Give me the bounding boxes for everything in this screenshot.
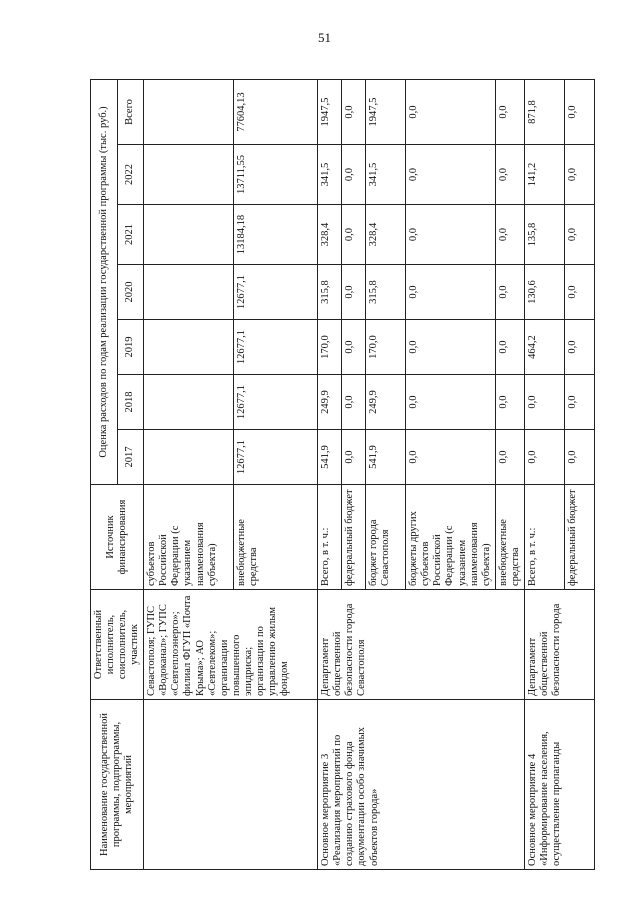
header-year: 2019 (117, 320, 144, 375)
value-cell: 249,9 (366, 375, 406, 430)
header-year: 2017 (117, 430, 144, 485)
value-cell: 0,0 (564, 145, 594, 205)
value-cell: 0,0 (564, 265, 594, 320)
value-cell: 0,0 (564, 320, 594, 375)
value-cell: 0,0 (406, 79, 495, 144)
funding-source: субъектов Российской Федерации (с указанием наименования субъекта) (144, 485, 234, 590)
rotated-table-container (90, 80, 630, 870)
value-cell: 0,0 (564, 375, 594, 430)
value-cell: 328,4 (318, 205, 342, 265)
funding-source: федеральный бюджет (564, 485, 594, 590)
value-cell (144, 205, 234, 265)
table-row (524, 79, 564, 869)
value-cell: 0,0 (342, 79, 366, 144)
value-cell: 0,0 (342, 430, 366, 485)
value-cell (144, 145, 234, 205)
header-year: 2018 (117, 375, 144, 430)
value-cell: 0,0 (342, 205, 366, 265)
value-cell (144, 375, 234, 430)
value-cell: 1947,5 (366, 79, 406, 144)
value-cell: 141,2 (524, 145, 564, 205)
header-estimate: Оценка расходов по годам реализации государственной программы (тыс. руб.) (91, 79, 118, 484)
value-cell: 0,0 (495, 265, 524, 320)
value-cell: 0,0 (495, 79, 524, 144)
header-year: 2021 (117, 205, 144, 265)
value-cell: 871,8 (524, 79, 564, 144)
header-responsible: Ответственный исполнитель, соисполнитель, участник (91, 590, 144, 700)
value-cell: 541,9 (366, 430, 406, 485)
funding-source: бюджет города Севастополя (366, 485, 406, 590)
value-cell: 0,0 (495, 145, 524, 205)
value-cell: 0,0 (524, 430, 564, 485)
measure-name: Основное мероприятие 4 «Информирование населения, осуществление пропаганды (524, 700, 594, 870)
funding-source: бюджеты других субъектов Российской Федерации (с указанием наименования субъекта) (406, 485, 495, 590)
value-cell: 1947,5 (318, 79, 342, 144)
value-cell: 0,0 (406, 145, 495, 205)
value-cell: 0,0 (406, 205, 495, 265)
table-row (144, 79, 234, 869)
value-cell: 315,8 (366, 265, 406, 320)
value-cell: 170,0 (366, 320, 406, 375)
value-cell: 0,0 (564, 205, 594, 265)
value-cell: 0,0 (524, 375, 564, 430)
value-cell: 0,0 (564, 430, 594, 485)
value-cell: 170,0 (318, 320, 342, 375)
value-cell: 341,5 (366, 145, 406, 205)
value-cell: 0,0 (406, 430, 495, 485)
value-cell: 130,6 (524, 265, 564, 320)
value-cell: 0,0 (342, 145, 366, 205)
value-cell (144, 320, 234, 375)
value-cell: 0,0 (342, 265, 366, 320)
header-name: Наименование государственной программы, подпрограммы, мероприятий (91, 700, 144, 870)
value-cell: 12677,1 (234, 265, 318, 320)
value-cell: 12677,1 (234, 375, 318, 430)
value-cell: 341,5 (318, 145, 342, 205)
header-source: Источник финансирования (91, 485, 144, 590)
value-cell: 0,0 (495, 430, 524, 485)
value-cell: 541,9 (318, 430, 342, 485)
value-cell: 0,0 (495, 205, 524, 265)
value-cell: 0,0 (564, 79, 594, 144)
value-cell: 249,9 (318, 375, 342, 430)
value-cell: 0,0 (495, 320, 524, 375)
page-number: 51 (318, 30, 331, 45)
value-cell: 0,0 (406, 375, 495, 430)
value-cell: 135,8 (524, 205, 564, 265)
value-cell: 12677,1 (234, 430, 318, 485)
value-cell: 12677,1 (234, 320, 318, 375)
value-cell: 0,0 (495, 375, 524, 430)
measure-name (144, 700, 318, 870)
value-cell: 13184,18 (234, 205, 318, 265)
value-cell: 0,0 (406, 265, 495, 320)
value-cell (144, 79, 234, 144)
header-year: 2022 (117, 145, 144, 205)
value-cell (144, 430, 234, 485)
responsible-party: Департамент общественной безопасности города (524, 590, 594, 700)
value-cell: 0,0 (406, 320, 495, 375)
budget-table (90, 79, 595, 870)
funding-source: Всего, в т. ч.: (524, 485, 564, 590)
measure-name: Основное мероприятие 3 «Реализация мероприятий по созданию страхового фонда документации особо значимых объектов города» (318, 700, 525, 870)
funding-source: внебюджетные средства (495, 485, 524, 590)
header-year: 2020 (117, 265, 144, 320)
value-cell: 13711,55 (234, 145, 318, 205)
responsible-party: Департамент общественной безопасности города Севастополя (318, 590, 525, 700)
value-cell: 0,0 (342, 320, 366, 375)
header-total: Всего (117, 79, 144, 144)
value-cell: 0,0 (342, 375, 366, 430)
value-cell: 77604,13 (234, 79, 318, 144)
funding-source: федеральный бюджет (342, 485, 366, 590)
funding-source: внебюджетные средства (234, 485, 318, 590)
value-cell (144, 265, 234, 320)
table-row (318, 79, 342, 869)
value-cell: 328,4 (366, 205, 406, 265)
funding-source: Всего, в т. ч.: (318, 485, 342, 590)
value-cell: 464,2 (524, 320, 564, 375)
value-cell: 315,8 (318, 265, 342, 320)
responsible-party: Севастополя; ГУПС «Водоканал»; ГУПС «Севтеплоэнерго»; филиал ФГУП «Почта Крыма»; АО «Севтелеком»; организации повышенного эпидриска; организации по управлению жилым фондом (144, 590, 318, 700)
